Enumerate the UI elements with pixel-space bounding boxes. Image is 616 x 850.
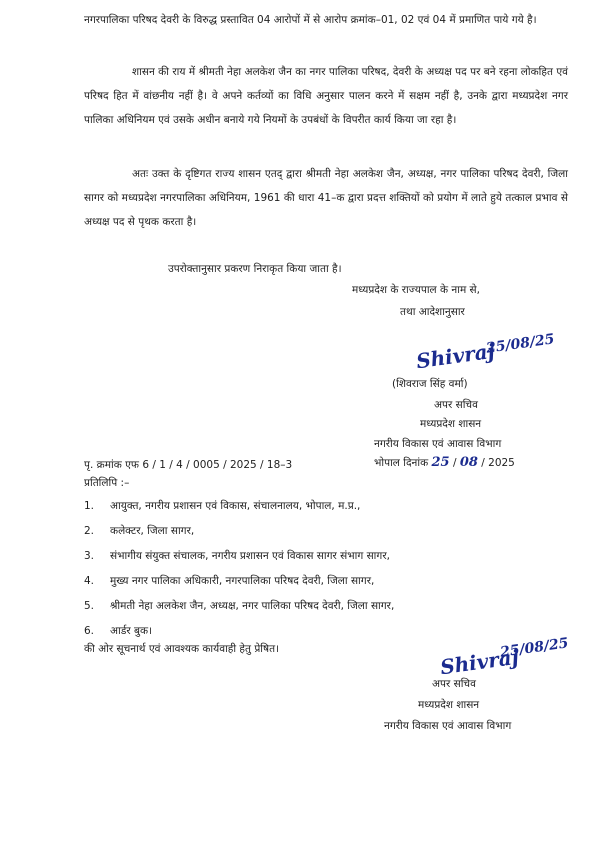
endorsement-reference: पृ. क्रमांक एफ 6 / 1 / 4 / 0005 / 2025 / 18–3 [84, 459, 293, 471]
copy-recipient-list [84, 494, 564, 644]
signatory-department: नगरीय विकास एवं आवास विभाग [374, 438, 502, 450]
signatory-title: अपर सचिव [434, 399, 478, 411]
list-item: 1. आयुक्त, नगरीय प्रशासन एवं विकास, संचालनालय, भोपाल, म.प्र., [84, 500, 361, 512]
list-item: 4. मुख्य नगर पालिका अधिकारी, नगरपालिका परिषद देवरी, जिला सागर, [84, 575, 375, 587]
signature-date: 25/08/25 [485, 331, 556, 357]
disposal-line: उपरोक्तानुसार प्रकरण निराकृत किया जाता है। [168, 263, 342, 275]
copy-to-heading: प्रतिलिपि :– [84, 477, 130, 489]
list-item: 6. आर्डर बुक। [84, 625, 153, 637]
date-year: / 2025 [481, 457, 515, 469]
date-month: 08 [459, 455, 478, 470]
paragraph-government-opinion: शासन की राय में श्रीमती नेहा अलकेश जैन का नगर पालिका परिषद, देवरी के अध्यक्ष पद पर बने रहना लोकहित एवं परिषद हित में वांछनीय नहीं है। वे अपने कर्तव्यों का विधि अनुसार पालन करने में सक्षम नहीं है, उनके द्वारा मध्यप्रदेश नगर पालिका अधिनियम एवं उसके अधीन बनाये गये नियमों के उपबंधों के विपरीत कार्य किया जा रहा है। [84, 66, 568, 126]
signature-scrawl: Shivraj [414, 338, 497, 374]
signature-scrawl-2: Shivraj [438, 644, 521, 680]
signatory-government-2: मध्यप्रदेश शासन [418, 699, 480, 711]
signatory-title-2: अपर सचिव [432, 678, 476, 690]
paragraph-charges-proven: नगरपालिका परिषद देवरी के विरुद्ध प्रस्तावित 04 आरोपों में से आरोप क्रमांक–01, 02 एवं 04 में प्रमाणित पाये गये है। [84, 14, 537, 26]
signatory-name: (शिवराज सिंह वर्मा) [392, 378, 468, 390]
signatory-department-2: नगरीय विकास एवं आवास विभाग [384, 720, 512, 732]
list-item: 3. संभागीय संयुक्त संचालक, नगरीय प्रशासन एवं विकास सागर संभाग सागर, [84, 550, 390, 562]
paragraph-removal-order: अतः उक्त के दृष्टिगत राज्य शासन एतद् द्वारा श्रीमती नेहा अलकेश जैन, अध्यक्ष, नगर पालिका परिषद देवरी, जिला सागर को मध्यप्रदेश नगरपालिका अधिनियम, 1961 की धारा 41–क द्वारा प्रदत्त शक्तियों को प्रयोग में लाते हुये तत्काल प्रभाव से अध्यक्ष पद से पृथक करता है। [84, 168, 568, 228]
signature-date-2: 25/08/25 [499, 635, 570, 661]
forwarding-note: की ओर सूचनार्थ एवं आवश्यक कार्यवाही हेतु प्रेषित। [84, 643, 280, 655]
signatory-government: मध्यप्रदेश शासन [420, 418, 482, 430]
date-prefix: भोपाल दिनांक [374, 457, 429, 469]
order-line: तथा आदेशानुसार [400, 306, 465, 318]
list-item: 2. कलेक्टर, जिला सागर, [84, 525, 195, 537]
date-day: 25 [431, 455, 450, 470]
list-item: 5. श्रीमती नेहा अलकेश जैन, अध्यक्ष, नगर पालिका परिषद देवरी, जिला सागर, [84, 600, 395, 612]
endorsement-date: भोपाल दिनांक 25 / 08 / 2025 [374, 455, 515, 470]
governor-name-line: मध्यप्रदेश के राज्यपाल के नाम से, [352, 284, 480, 296]
